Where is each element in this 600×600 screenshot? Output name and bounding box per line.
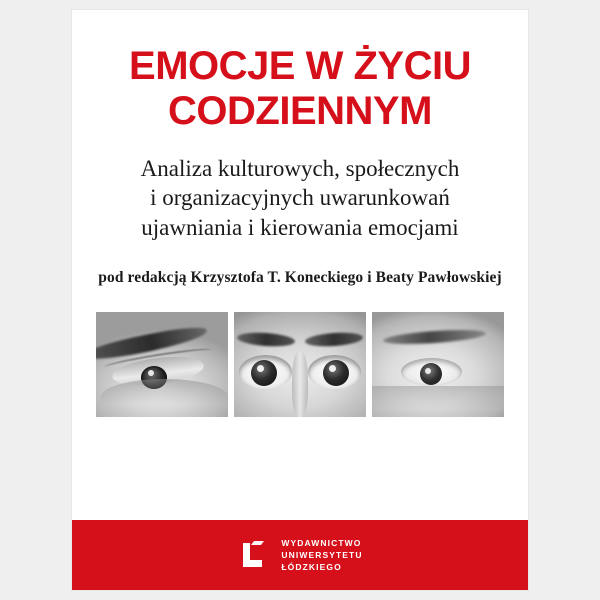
cheek-shadow-shape [372,386,504,418]
eye-photo-wide-open [234,312,366,417]
subtitle-line-3: ujawniania i kierowania emocjami [141,215,459,241]
eye-photo-calm [372,312,504,417]
iris-shape [420,363,442,385]
uni-lodz-logo-icon [237,538,271,572]
book-cover [72,10,528,590]
publisher-line-2: UNIWERSYTETU [281,549,363,560]
nose-bridge-shape [292,352,308,417]
publisher-line-3: ŁÓDZKIEGO [281,562,342,573]
iris-right-shape [323,360,349,386]
page-title [96,44,504,134]
eyebrow-left-shape [236,331,295,348]
title-line-1: EMOCJE W ŻYCIU [129,44,471,88]
eyebrow-shape [382,327,486,346]
publisher-block [72,520,528,590]
title-line-2: CODZIENNYM [168,88,432,133]
publisher-name [281,537,362,574]
eye-photo-angry [96,312,228,417]
publisher-line-1: WYDAWNICTWO [281,537,362,548]
subtitle [96,154,504,244]
subtitle-line-2: i organizacyjnych uwarunkowań [150,185,450,211]
title-block [72,44,528,287]
eyebrow-right-shape [305,331,364,348]
editors-credit: pod redakcją Krzysztofa T. Koneckiego i Beaty Pawłowskiej [98,269,502,287]
photo-strip [96,312,504,417]
subtitle-line-1: Analiza kulturowych, społecznych [140,155,460,181]
cheek-shadow-shape [101,379,228,415]
